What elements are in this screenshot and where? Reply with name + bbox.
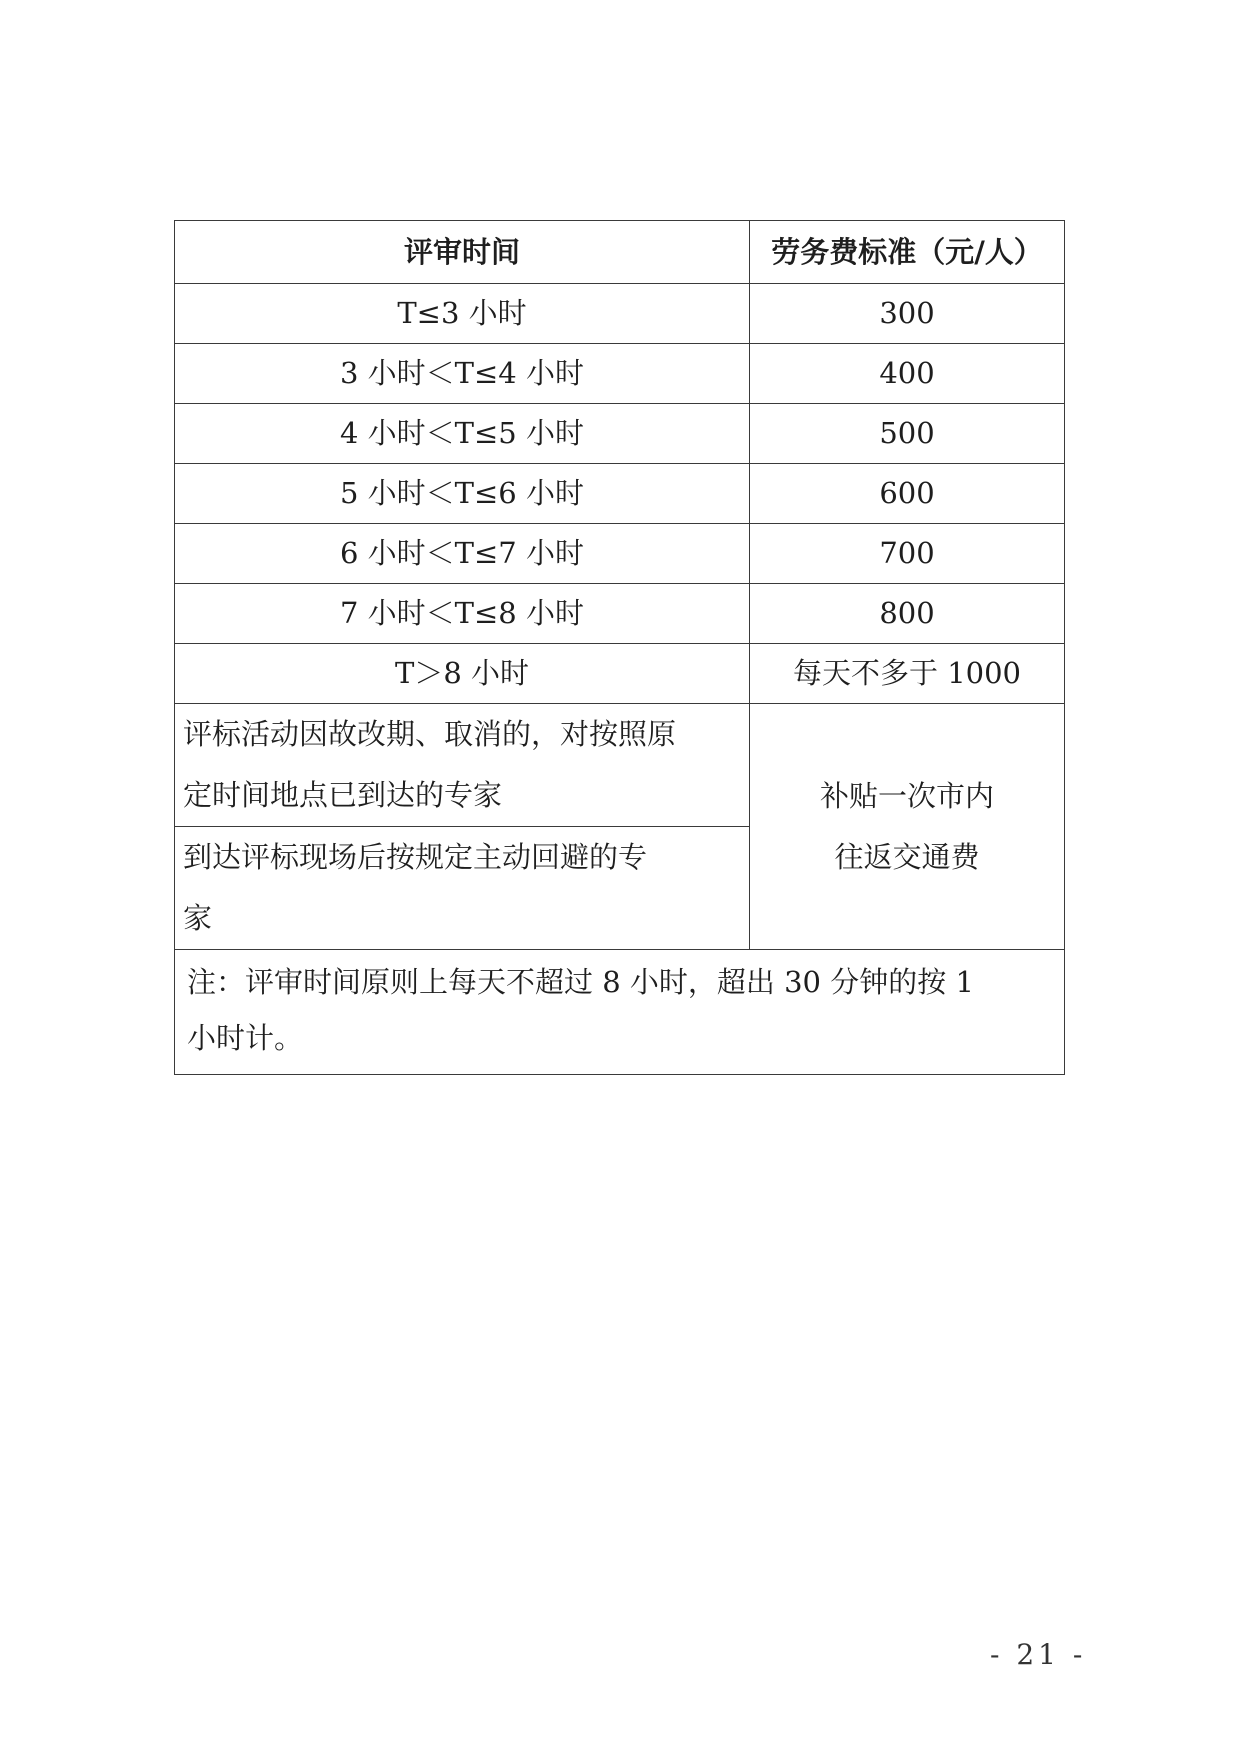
- special-case-postponed: [175, 704, 750, 827]
- header-review-time: 评审时间: [175, 221, 750, 284]
- header-fee-standard: 劳务费标准（元/人）: [750, 221, 1065, 284]
- tier-fee: 400: [750, 344, 1065, 404]
- subsidy-line: 往返交通费: [834, 839, 980, 874]
- tier-time: T≤3 小时: [175, 284, 750, 344]
- table-row: [175, 644, 1065, 704]
- tier-fee: 800: [750, 584, 1065, 644]
- tier-time: 3 小时＜T≤4 小时: [175, 344, 750, 404]
- note-row: [175, 950, 1065, 1075]
- header-row: [175, 221, 1065, 284]
- tier-fee: 700: [750, 524, 1065, 584]
- table-row: [175, 284, 1065, 344]
- table-row: [175, 344, 1065, 404]
- tier-time: T＞8 小时: [175, 644, 750, 704]
- page-number: - 21 -: [990, 1638, 1087, 1671]
- tier-fee: 500: [750, 404, 1065, 464]
- table-note: [175, 950, 1065, 1075]
- fee-standard-table: [174, 220, 1065, 1075]
- note-line: 小时计。: [187, 1021, 304, 1055]
- special-case-recusal: [175, 827, 750, 950]
- special-case-line: 定时间地点已到达的专家: [183, 778, 503, 812]
- subsidy-line: 补贴一次市内: [819, 778, 994, 813]
- table-row: [175, 584, 1065, 644]
- special-case-line: 家: [183, 901, 213, 935]
- tier-fee: 每天不多于 1000: [750, 644, 1065, 704]
- transport-subsidy: [750, 704, 1065, 950]
- special-case-line: 评标活动因故改期、取消的，对按照原: [183, 717, 677, 751]
- special-case-row-1: [175, 704, 1065, 827]
- tier-fee: 600: [750, 464, 1065, 524]
- note-line: 注：评审时间原则上每天不超过 8 小时，超出 30 分钟的按 1: [187, 965, 974, 999]
- tier-time: 6 小时＜T≤7 小时: [175, 524, 750, 584]
- tier-time: 5 小时＜T≤6 小时: [175, 464, 750, 524]
- table-row: [175, 464, 1065, 524]
- table-row: [175, 404, 1065, 464]
- tier-time: 4 小时＜T≤5 小时: [175, 404, 750, 464]
- special-case-line: 到达评标现场后按规定主动回避的专: [183, 840, 648, 874]
- table-row: [175, 524, 1065, 584]
- tier-fee: 300: [750, 284, 1065, 344]
- tier-time: 7 小时＜T≤8 小时: [175, 584, 750, 644]
